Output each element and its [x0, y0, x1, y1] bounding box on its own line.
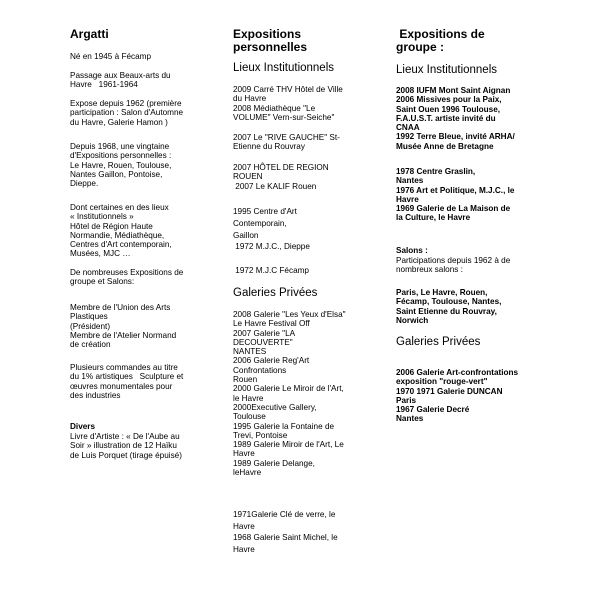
expose-text: Expose depuis 1962 (première participation : Salon d'Automne du Havre, Galerie Hamon ) [70, 99, 184, 127]
birth-text: Né en 1945 à Fécamp [70, 52, 152, 61]
group-exhibitions-heading: Expositions de groupe : [396, 27, 485, 54]
solo-exhibitions-heading: Expositions personnelles [233, 27, 308, 54]
artist-book-text: Livre d'Artiste : « De l'Aube au Soir » illustration de 12 Haïku de Luis Porquet (tirage épuisé) [70, 432, 182, 460]
private-galleries-subheading: Galeries Privées [396, 336, 481, 348]
institutional-subheading: Lieux Institutionnels [233, 62, 335, 74]
solo-exhibitions-text: Depuis 1968, une vingtaine d'Expositions personnelles : Le Havre, Rouen, Toulouse, Nantes Gaillon, Pontoise, Dieppe. [70, 142, 172, 189]
institutional-entry: 1972 M.J.C Fécamp [233, 266, 309, 275]
divers-label: Divers [70, 422, 96, 431]
institutional-entry: 1995 Centre d'Art Contemporain, Gaillon 1972 M.J.C., Dieppe [233, 207, 310, 252]
institutional-entry: 2007 Le "RIVE GAUCHE" St- Etienne du Rouvray [233, 133, 340, 152]
group-private-gallery-entries: 2006 Galerie Art-confrontations exposition "rouge-vert" 1970 1971 Galerie DUNCAN Paris 1967 Galerie Decré Nantes [396, 368, 519, 424]
private-gallery-entries: 2008 Galerie "Les Yeux d'Elsa" Le Havre Festival Off 2007 Galerie "LA DECOUVERTE" NANTES 2006 Galerie Reg'Art Confrontations Rouen 2000 Galerie Le Miroir de l'Art, le Havre 2000Executive Gallery, Toulouse 1995 Galerie la Fontaine de Trevi, Pontoise 1989 Galerie Miroir de l'Art, Le Havre 1989 Galerie Delange, leHavre [233, 310, 346, 478]
memberships-text: Membre de l'Union des Arts Plastiques (Président) Membre de l'Atelier Normand de création [70, 303, 177, 350]
institutional-entry: 2007 HÔTEL DE REGION ROUEN 2007 Le KALIF Rouen [233, 163, 329, 191]
private-galleries-subheading: Galeries Privées [233, 287, 318, 299]
salons-list: Paris, Le Havre, Rouen, Fécamp, Toulouse, Nantes, Saint Etienne du Rouvray, Norwich [396, 288, 502, 325]
beaux-arts-text: Passage aux Beaux-arts du Havre 1961-1964 [70, 71, 171, 90]
group-institutional-entry: 1978 Centre Graslin, Nantes 1976 Art et Politique, M.J.C., le Havre 1969 Galerie de La Maison de la Culture, le Havre [396, 167, 515, 223]
institutional-venues-text: Dont certaines en des lieux « Institutionnels » Hôtel de Région Haute Normandie, Médiathèque, Centres d'Art contemporain, Musées, MJC … [70, 203, 172, 259]
institutional-entry: 2009 Carré THV Hôtel de Ville du Havre 2008 Médiathèque "Le VOLUME" Vern-sur-Seiche" [233, 85, 343, 122]
group-exhibitions-text: De nombreuses Expositions de groupe et Salons: [70, 268, 184, 287]
commissions-text: Plusieurs commandes au titre du 1% artistiques Sculpture et œuvres monumentales pour des industries [70, 363, 184, 400]
salons-text: Participations depuis 1962 à de nombreux salons : [396, 256, 511, 275]
institutional-subheading: Lieux Institutionnels [396, 64, 498, 76]
salons-label: Salons : [396, 246, 428, 255]
artist-name-heading: Argatti [70, 27, 109, 41]
private-gallery-entries: 1971Galerie Clé de verre, le Havre 1968 Galerie Saint Michel, le Havre [233, 510, 338, 554]
group-institutional-entry: 2008 IUFM Mont Saint Aignan 2006 Missives pour la Paix, Saint Ouen 1996 Toulouse, F.A.U.S.T. artiste invité du CNAA 1992 Terre Bleue, invité ARHA/ Musée Anne de Bretagne [396, 86, 515, 151]
